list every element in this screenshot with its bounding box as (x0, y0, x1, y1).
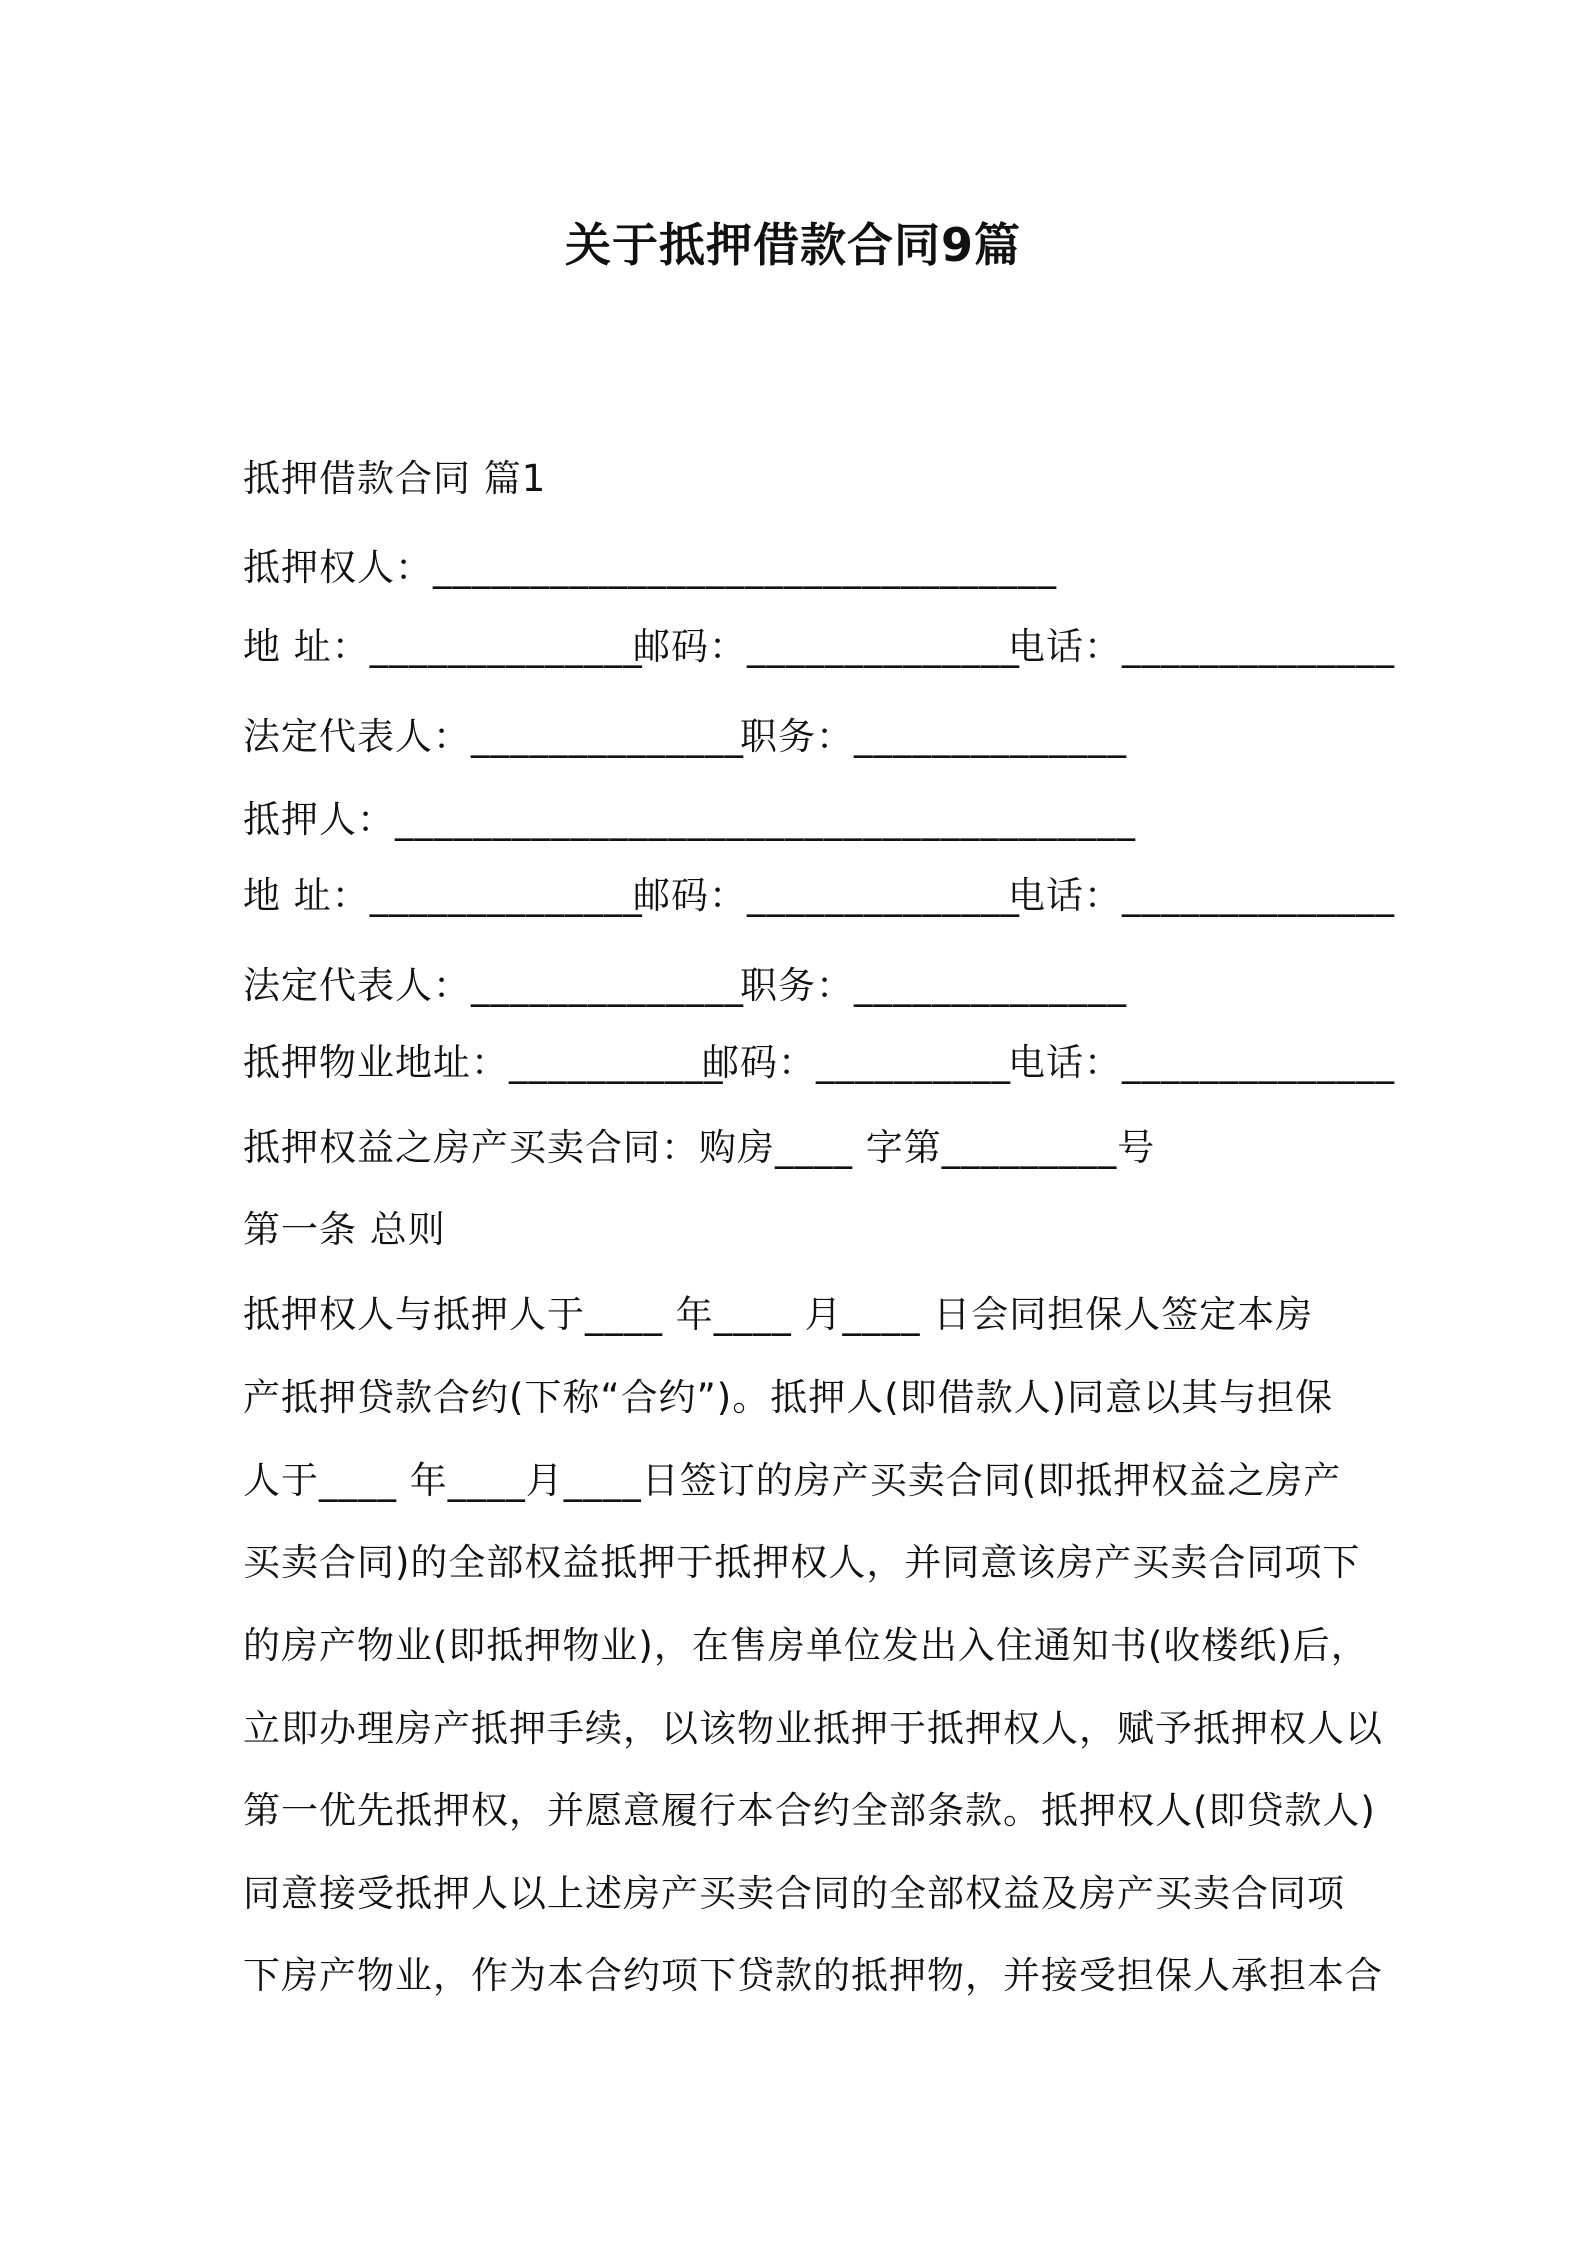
article-heading: 第一条 总则 (243, 1208, 446, 1251)
property-postcode: 邮码：__________ (702, 1041, 1011, 1084)
body-line: 立即办理房产抵押手续，以该物业抵押于抵押权人，赋予抵押权人以 (243, 1707, 1383, 1750)
body-line: 人于____ 年____月____日签订的房产买卖合同(即抵押权益之房产 (243, 1459, 1342, 1502)
mortgagor-address: 地 址：______________ (243, 874, 643, 917)
body-line: 第一优先抵押权，并愿意履行本合约全部条款。抵押权人(即贷款人) (243, 1789, 1376, 1832)
body-line: 同意接受抵押人以上述房产买卖合同的全部权益及房产买卖合同项 (243, 1872, 1345, 1915)
mortgagor-legal-representative: 法定代表人：______________ (243, 964, 744, 1007)
mortgagor-line: 抵押人：______________________________________ (243, 798, 1136, 841)
body-line: 下房产物业，作为本合约项下贷款的抵押物，并接受担保人承担本合 (243, 1954, 1383, 1997)
mortgagee-phone: 电话：______________ (1008, 625, 1395, 668)
section-heading: 抵押借款合同 篇1 (243, 457, 547, 500)
document-title: 关于抵押借款合同9篇 (564, 218, 1021, 272)
body-line: 抵押权人与抵押人于____ 年____ 月____ 日会同担保人签定本房 (243, 1293, 1314, 1336)
mortgagor-phone: 电话：______________ (1008, 874, 1395, 917)
property-address: 抵押物业地址：___________ (243, 1041, 724, 1084)
body-line: 买卖合同)的全部权益抵押于抵押权人，并同意该房产买卖合同项下 (243, 1541, 1361, 1584)
mortgagor-position: 职务：______________ (740, 964, 1127, 1007)
mortgagee-line: 抵押权人：________________________________ (243, 546, 1057, 589)
mortgagee-position: 职务：______________ (740, 715, 1127, 758)
body-line: 产抵押贷款合约(下称“合约”)。抵押人(即借款人)同意以其与担保 (243, 1376, 1334, 1419)
body-line: 的房产物业(即抵押物业)，在售房单位发出入住通知书(收楼纸)后， (243, 1624, 1369, 1667)
mortgagee-address: 地 址：______________ (243, 625, 643, 668)
mortgagee-postcode: 邮码：______________ (633, 625, 1020, 668)
mortgagee-legal-representative: 法定代表人：______________ (243, 715, 744, 758)
mortgagor-postcode: 邮码：______________ (633, 874, 1020, 917)
contract-reference-line: 抵押权益之房产买卖合同：购房____ 字第_________号 (243, 1126, 1156, 1169)
property-phone: 电话：______________ (1008, 1041, 1395, 1084)
